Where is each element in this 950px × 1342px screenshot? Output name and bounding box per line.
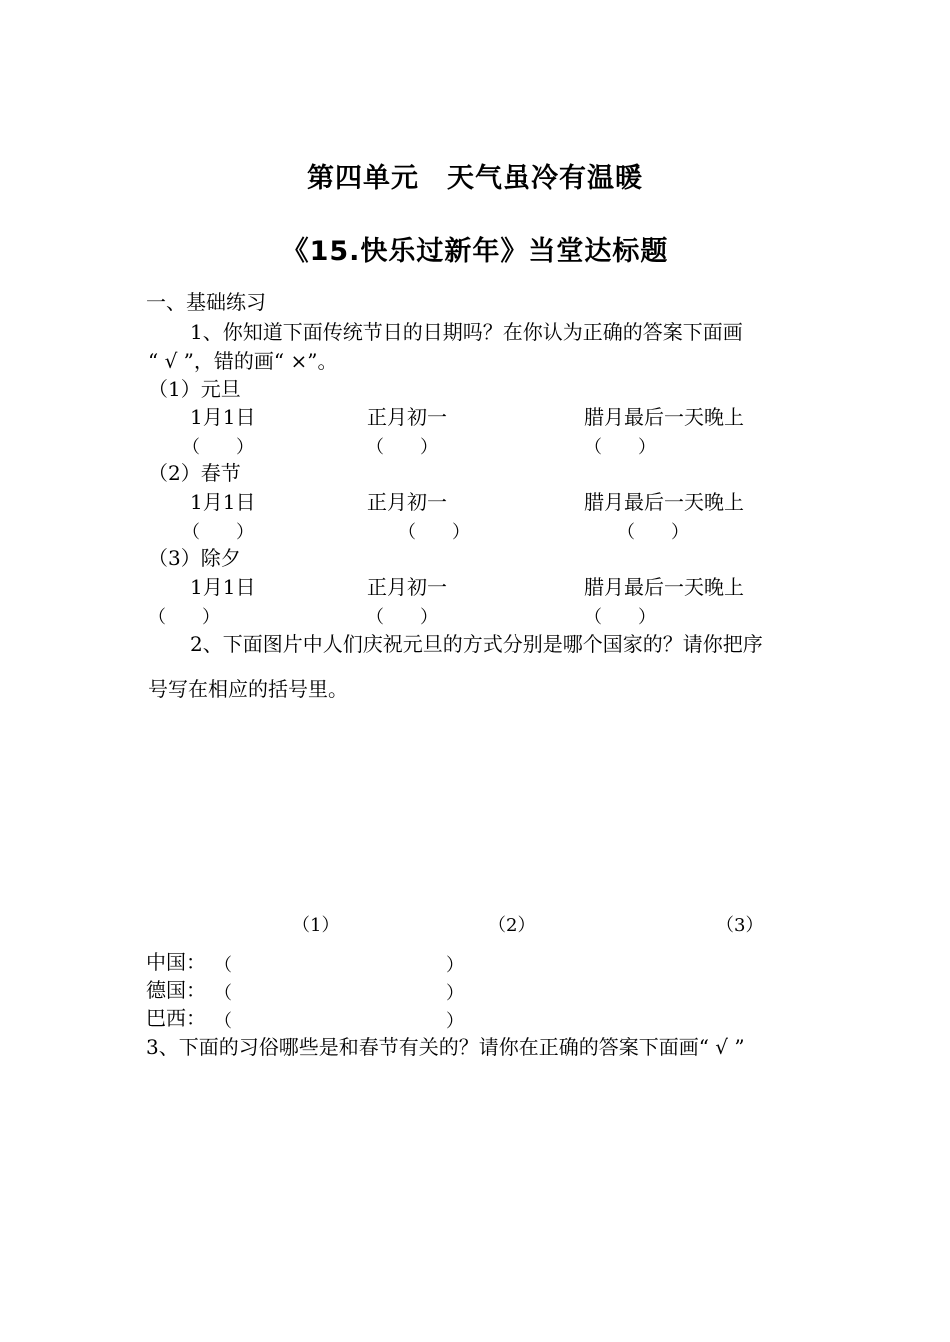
- option-text: 1月1日: [190, 405, 256, 429]
- answer-blank-close[interactable]: ）: [446, 1011, 464, 1032]
- question-1-text-cont: “ √ ”，错的画“ ×”。: [148, 349, 338, 373]
- picture-label: （2）: [488, 915, 536, 936]
- answer-blank[interactable]: （ ）: [366, 437, 438, 458]
- picture-label: （1）: [292, 915, 340, 936]
- answer-blank[interactable]: （ ）: [584, 437, 656, 458]
- answer-blank-close[interactable]: ）: [446, 955, 464, 976]
- country-label: 巴西：: [146, 1006, 206, 1030]
- option-text: 正月初一: [367, 490, 447, 514]
- answer-blank[interactable]: （ ）: [366, 607, 438, 628]
- group-label: （3）除夕: [148, 546, 241, 570]
- answer-blank[interactable]: （ ）: [617, 522, 689, 543]
- group-label: （1）元旦: [148, 377, 241, 401]
- question-2-text-cont: 号写在相应的括号里。: [148, 677, 348, 701]
- section-heading: 一、基础练习: [146, 290, 266, 314]
- answer-blank[interactable]: （ ）: [182, 437, 254, 458]
- option-text: 腊月最后一天晚上: [584, 575, 744, 599]
- option-text: 腊月最后一天晚上: [584, 405, 744, 429]
- answer-blank[interactable]: （ ）: [148, 607, 220, 628]
- page-title: 第四单元 天气虽冷有温暖: [307, 163, 643, 194]
- answer-blank-open[interactable]: （: [214, 1011, 232, 1032]
- option-text: 腊月最后一天晚上: [584, 490, 744, 514]
- answer-blank-open[interactable]: （: [214, 983, 232, 1004]
- question-3-text: 3、下面的习俗哪些是和春节有关的？请你在正确的答案下面画“ √ ”: [146, 1035, 745, 1059]
- option-text: 1月1日: [190, 575, 256, 599]
- option-text: 正月初一: [367, 405, 447, 429]
- answer-blank-close[interactable]: ）: [446, 983, 464, 1004]
- picture-label: （3）: [716, 915, 764, 936]
- answer-blank[interactable]: （ ）: [182, 522, 254, 543]
- answer-blank-open[interactable]: （: [214, 955, 232, 976]
- option-text: 1月1日: [190, 490, 256, 514]
- option-text: 正月初一: [367, 575, 447, 599]
- answer-blank[interactable]: （ ）: [584, 607, 656, 628]
- country-label: 中国：: [146, 950, 206, 974]
- question-2-text: 2、下面图片中人们庆祝元旦的方式分别是哪个国家的？请你把序: [190, 632, 763, 656]
- question-1-text: 1、你知道下面传统节日的日期吗？在你认为正确的答案下面画: [190, 320, 743, 344]
- answer-blank[interactable]: （ ）: [398, 522, 470, 543]
- page-subtitle: 《15.快乐过新年》当堂达标题: [281, 236, 669, 267]
- group-label: （2）春节: [148, 461, 241, 485]
- country-label: 德国：: [146, 978, 206, 1002]
